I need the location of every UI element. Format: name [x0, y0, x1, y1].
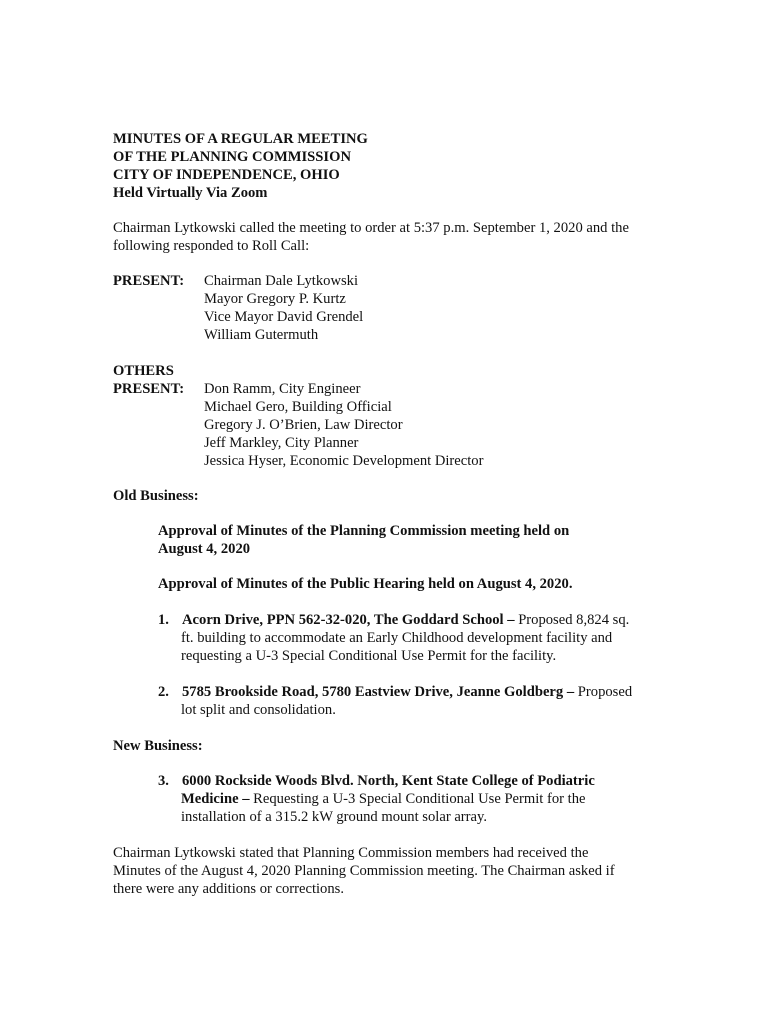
item-title: 6000 Rockside Woods Blvd. North, Kent State College of Podiatric — [182, 773, 595, 789]
document-heading — [113, 130, 368, 202]
agenda-item-1 — [158, 611, 629, 665]
closing-line-2: Minutes of the August 4, 2020 Planning Commission meeting. The Chairman asked if — [113, 863, 615, 879]
present-member: Mayor Gregory P. Kurtz — [204, 291, 346, 307]
present-member: Vice Mayor David Grendel — [204, 309, 364, 325]
item-description-line: lot split and consolidation. — [181, 702, 336, 718]
old-business-heading: Old Business: — [113, 488, 199, 504]
heading-line-3: CITY OF INDEPENDENCE, OHIO — [113, 167, 340, 183]
heading-line-1: MINUTES OF A REGULAR MEETING — [113, 131, 368, 147]
item-description: Requesting a U-3 Special Conditional Use Permit for the — [249, 791, 586, 807]
item-number: 3. — [158, 773, 169, 789]
new-business-heading: New Business: — [113, 738, 203, 754]
item-title: Acorn Drive, PPN 562-32-020, The Goddard School – — [182, 612, 515, 628]
present-member: Chairman Dale Lytkowski — [204, 273, 359, 289]
others-label-line-2: PRESENT: — [113, 381, 185, 397]
others-member: Michael Gero, Building Official — [204, 399, 392, 415]
item-description-line: requesting a U-3 Special Conditional Use Permit for the facility. — [181, 648, 557, 664]
item-title-continued: Medicine – — [181, 791, 250, 807]
present-list — [204, 272, 363, 344]
closing-paragraph — [113, 844, 615, 898]
others-member: Jeff Markley, City Planner — [204, 435, 359, 451]
item-description-line: ft. building to accommodate an Early Childhood development facility and — [181, 630, 613, 646]
item-number: 1. — [158, 612, 169, 628]
approval-minutes-line-2: August 4, 2020 — [158, 541, 251, 557]
item-description: Proposed 8,824 sq. — [514, 612, 630, 628]
agenda-item-2 — [158, 683, 632, 719]
item-title: 5785 Brookside Road, 5780 Eastview Drive, Jeanne Goldberg – — [182, 684, 575, 700]
agenda-item-3 — [158, 772, 595, 826]
others-label-line-1: OTHERS — [113, 363, 174, 379]
others-member: Jessica Hyser, Economic Development Director — [204, 453, 484, 469]
item-description: Proposed — [574, 684, 633, 700]
others-member: Gregory J. O’Brien, Law Director — [204, 417, 403, 433]
closing-line-3: there were any additions or corrections. — [113, 881, 344, 897]
item-description-line: installation of a 315.2 kW ground mount solar array. — [181, 809, 487, 825]
intro-line-1: Chairman Lytkowski called the meeting to order at 5:37 p.m. September 1, 2020 and the — [113, 220, 629, 236]
present-label: PRESENT: — [113, 273, 185, 289]
item-number: 2. — [158, 684, 169, 700]
others-member: Don Ramm, City Engineer — [204, 381, 361, 397]
others-present-list — [204, 380, 483, 470]
intro-line-2: following responded to Roll Call: — [113, 238, 310, 254]
approval-minutes-line-1: Approval of Minutes of the Planning Commission meeting held on — [158, 523, 570, 539]
approval-minutes-hearing: Approval of Minutes of the Public Hearing held on August 4, 2020. — [158, 576, 573, 592]
approval-minutes-commission — [158, 522, 569, 558]
intro-paragraph — [113, 219, 629, 255]
closing-line-1: Chairman Lytkowski stated that Planning Commission members had received the — [113, 845, 589, 861]
heading-line-2: OF THE PLANNING COMMISSION — [113, 149, 351, 165]
present-member: William Gutermuth — [204, 327, 319, 343]
heading-line-4: Held Virtually Via Zoom — [113, 185, 268, 201]
